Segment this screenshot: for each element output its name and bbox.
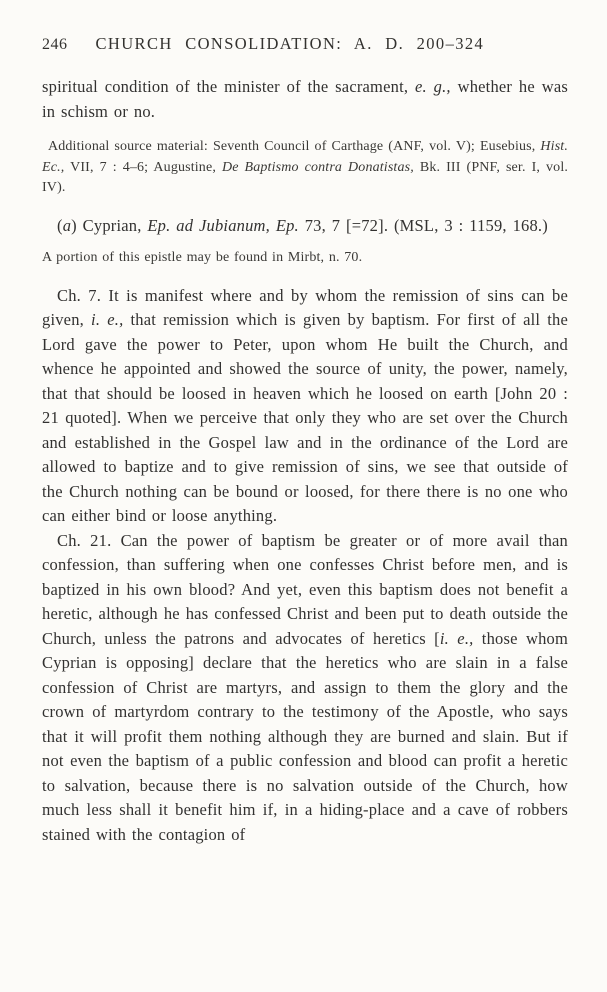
paragraph-continuation: spiritual condition of the minister of the sacrament, e. g., whether he was in schism or no. bbox=[42, 77, 568, 121]
paragraph-chapter-21: Ch. 21. Can the power of baptism be greater or of more avail than confession, than suffering when one confesses Christ before men, and is baptized in his own blood? And yet, even this baptism does not benefit a heretic, although he has confessed Christ and been put to death outside the Church, unless the patrons and advocates of heretics [i. e., those whom Cyprian is opposing] declare that the heretics who are slain in a false confession of Christ are martyrs, and assign to them the glory and the crown of martyrdom contrary to the testimony of the Apostle, who says that it will profit them nothing although they are burned and slain. But if not even the baptism of a public confession and blood can profit a heretic to salvation, because there is no salvation outside of the Church, how much less shall it benefit him if, in a hiding-place and a cave of robbers stained with the contagion of bbox=[42, 530, 569, 844]
additional-sources-note: Additional source material: Seventh Council of Carthage (ANF, vol. V); Eusebius, Hist. Ec., VII, 7 : 4–6; Augustine, De Baptismo contra Donatistas, Bk. III (PNF, ser. I, vol. IV). bbox=[42, 139, 569, 195]
page-header bbox=[42, 34, 568, 54]
paragraph-chapter-7: Ch. 7. It is manifest where and by whom the remission of sins can be given, i. e., that remission which is given by baptism. For first of all the Lord gave the power to Peter, upon whom He built the Church, and whence he appointed and showed the source of unity, the power, namely, that that should be loosed in heaven which he loosed on earth [John 20 : 21 quoted]. When we perceive that only they who are set over the Church and established in the Gospel law and in the ordinance of the Lord are allowed to baptize and to give remission of sins, we see that outside of the Church nothing can be bound or loosed, for there there is no one who can either bind or loose anything. bbox=[42, 285, 569, 525]
mirbt-reference-note: A portion of this epistle may be found in Mirbt, n. 70. bbox=[42, 250, 363, 265]
section-heading-a: (a) Cyprian, Ep. ad Jubianum, Ep. 73, 7 [=72]. (MSL, 3 : 1159, 168.) bbox=[57, 215, 548, 235]
page-number: 246 bbox=[42, 36, 68, 53]
running-title: CHURCH CONSOLIDATION: A. D. 200–324 bbox=[95, 34, 485, 53]
